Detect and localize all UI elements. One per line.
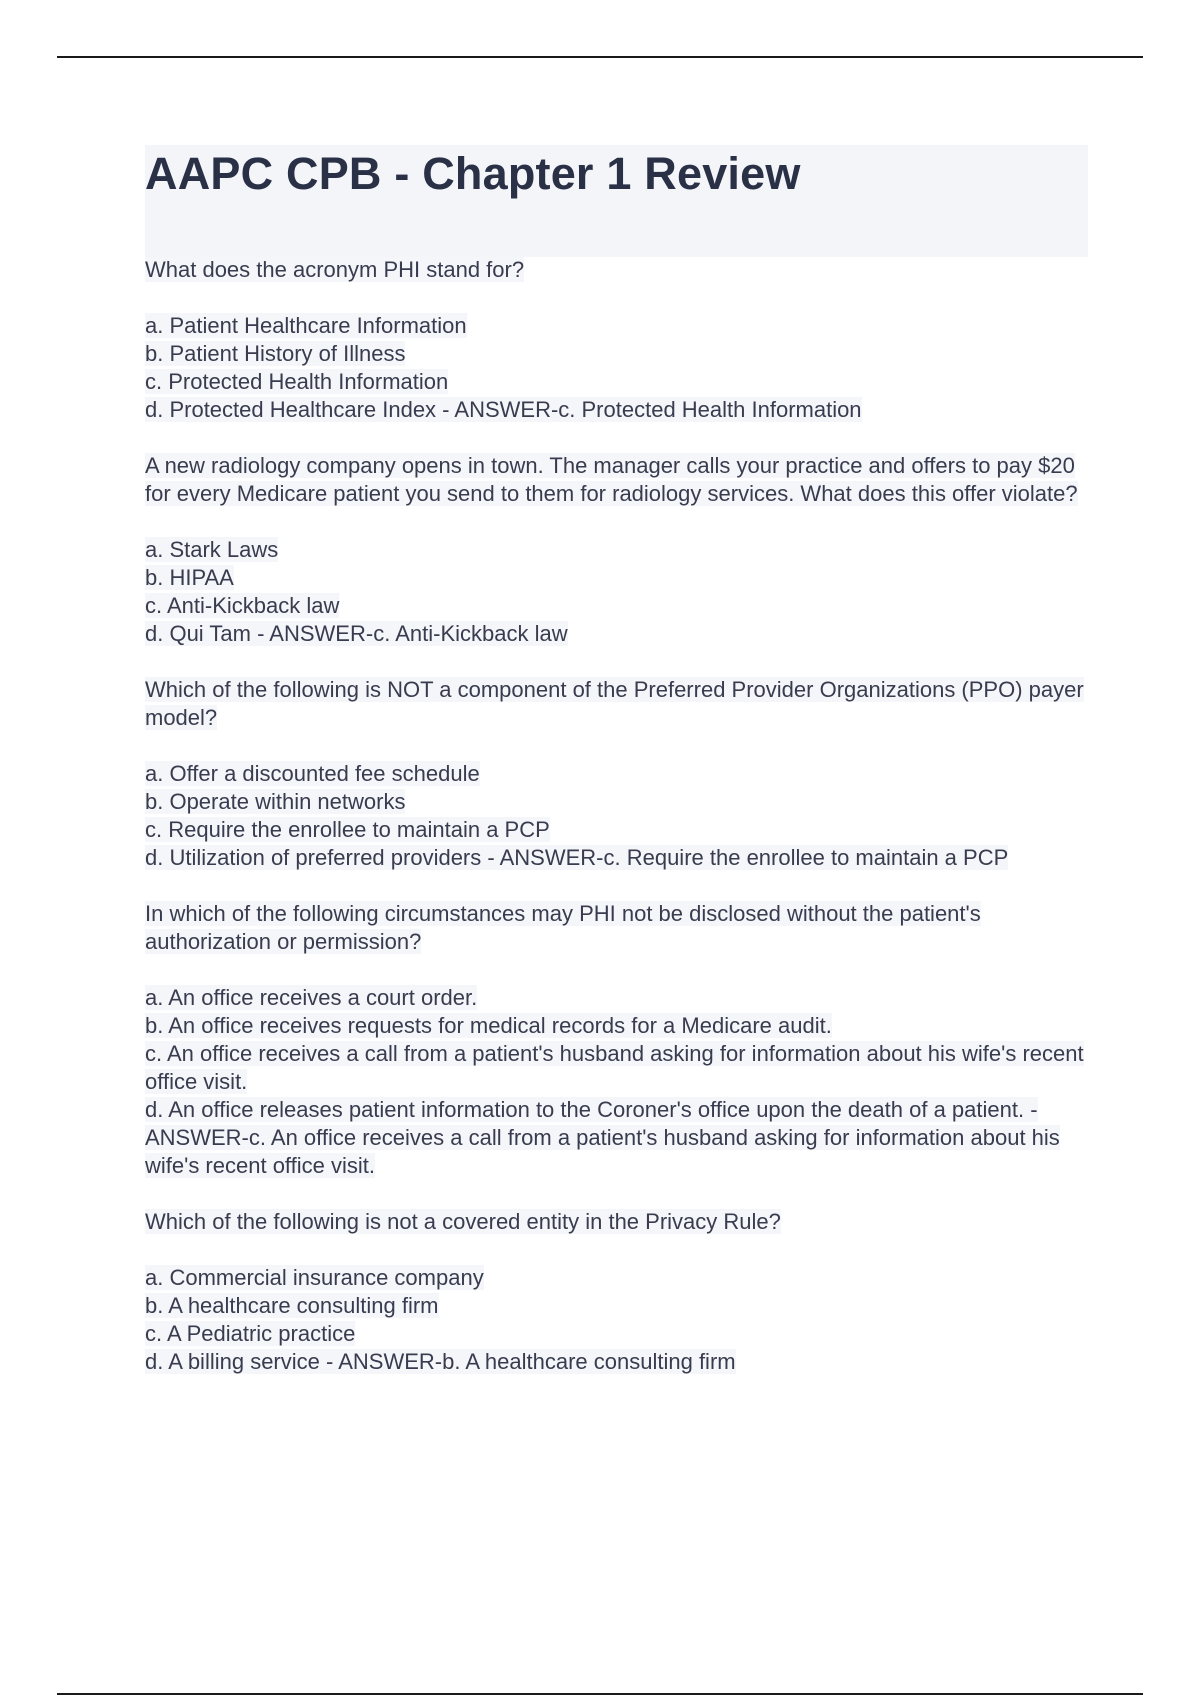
option: a. Patient Healthcare Information <box>145 313 467 338</box>
question-stem: In which of the following circumstances may PHI not be disclosed without the patient's authorization or permission? <box>145 901 981 954</box>
option: a. Commercial insurance company <box>145 1265 484 1290</box>
option: b. Operate within networks <box>145 789 406 814</box>
option-with-answer: d. Qui Tam - ANSWER-c. Anti-Kickback law <box>145 621 568 646</box>
option-with-answer: d. Utilization of preferred providers - ANSWER-c. Require the enrollee to maintain a PCP <box>145 845 1009 870</box>
question-stem: What does the acronym PHI stand for? <box>145 257 525 282</box>
page-title: AAPC CPB - Chapter 1 Review <box>145 148 801 199</box>
header-rule <box>57 56 1143 58</box>
option: b. A healthcare consulting firm <box>145 1293 439 1318</box>
option: a. Offer a discounted fee schedule <box>145 761 480 786</box>
question-block <box>145 1208 1085 1376</box>
option: b. Patient History of Illness <box>145 341 406 366</box>
option: a. An office receives a court order. <box>145 985 478 1010</box>
option: c. Require the enrollee to maintain a PCP <box>145 817 550 842</box>
option-list <box>145 984 1085 1180</box>
option: c. Anti-Kickback law <box>145 593 340 618</box>
option: c. An office receives a call from a patient's husband asking for information about his wife's recent office visit. <box>145 1041 1084 1094</box>
question-block <box>145 676 1085 872</box>
option-list <box>145 1264 1085 1376</box>
option-with-answer: d. A billing service - ANSWER-b. A healthcare consulting firm <box>145 1349 736 1374</box>
question-block <box>145 452 1085 648</box>
question-block <box>145 900 1085 1180</box>
option-list <box>145 312 1085 424</box>
question-block <box>145 256 1085 424</box>
option: c. Protected Health Information <box>145 369 449 394</box>
question-stem: Which of the following is not a covered entity in the Privacy Rule? <box>145 1209 781 1234</box>
option-list <box>145 760 1085 872</box>
question-list <box>145 256 1085 1404</box>
option-list <box>145 536 1085 648</box>
option: c. A Pediatric practice <box>145 1321 356 1346</box>
option: b. HIPAA <box>145 565 234 590</box>
option-with-answer: d. Protected Healthcare Index - ANSWER-c. Protected Health Information <box>145 397 862 422</box>
option: a. Stark Laws <box>145 537 279 562</box>
option: b. An office receives requests for medical records for a Medicare audit. <box>145 1013 832 1038</box>
option-with-answer: d. An office releases patient information to the Coroner's office upon the death of a patient. - ANSWER-c. An office receives a call from a patient's husband asking for information about his wife's recent office visit. <box>145 1097 1060 1178</box>
footer-rule <box>57 1693 1143 1695</box>
question-stem: A new radiology company opens in town. The manager calls your practice and offers to pay $20 for every Medicare patient you send to them for radiology services. What does this offer violate? <box>145 453 1078 506</box>
question-stem: Which of the following is NOT a component of the Preferred Provider Organizations (PPO) payer model? <box>145 677 1084 730</box>
